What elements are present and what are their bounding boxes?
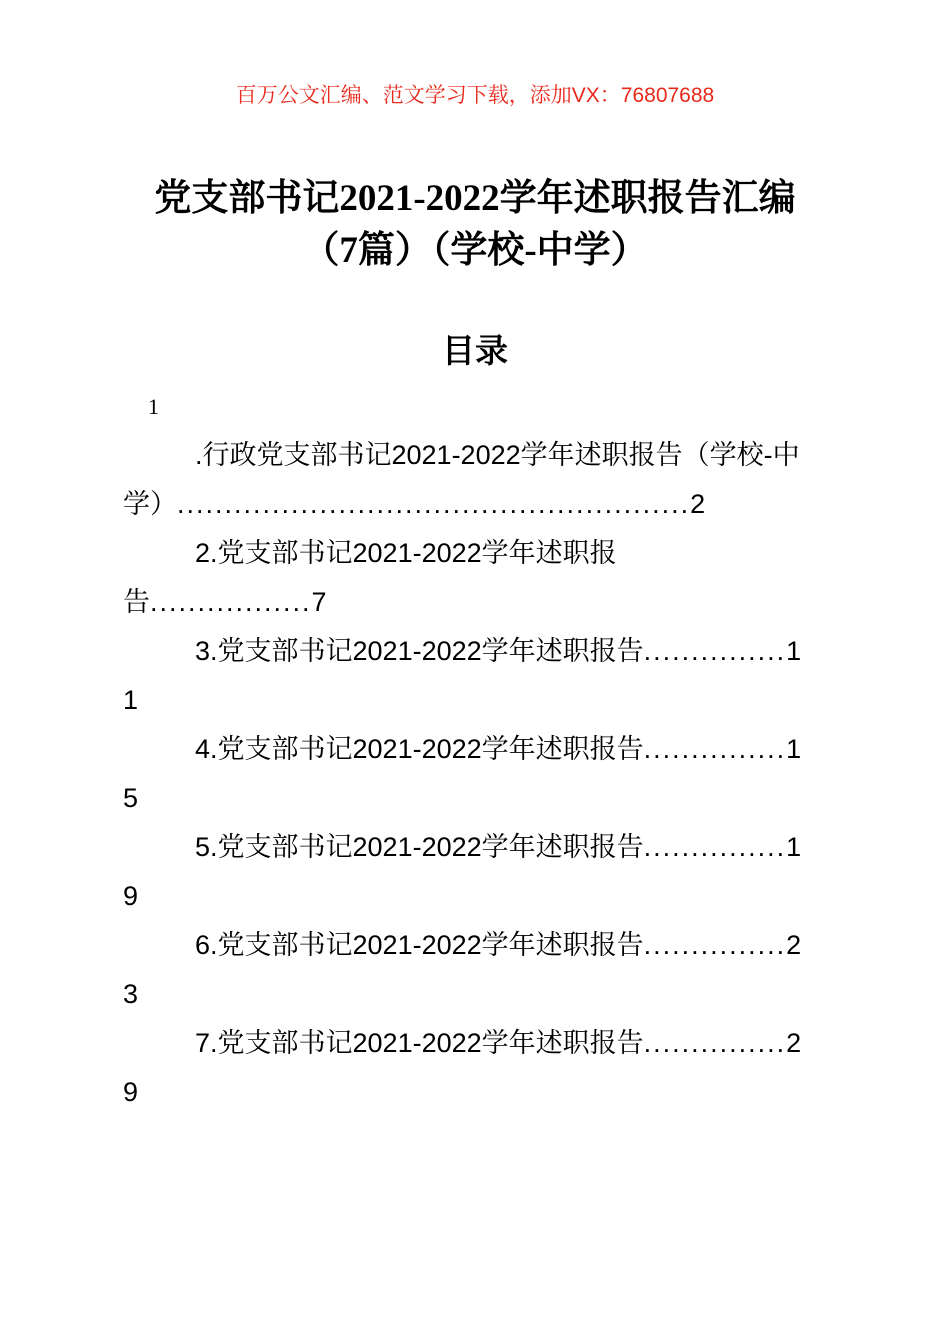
table-of-contents [123, 382, 805, 1117]
toc-entry-4[interactable] [123, 725, 805, 823]
toc-leader-dots: ............... [643, 734, 787, 764]
toc-leader-dots: ............... [643, 930, 787, 960]
toc-page-number: 29 [123, 1028, 802, 1107]
toc-leader-dots: ...................................................... [177, 489, 691, 519]
toc-entry-text: 2.党支部书记2021-2022学年述职报告 [123, 538, 617, 617]
toc-leader-dots: ............... [643, 1028, 787, 1058]
toc-leader-dots: ............... [643, 832, 787, 862]
toc-entry-text: .行政党支部书记2021-2022学年述职报告（学校-中学） [123, 440, 800, 519]
promo-banner-text: 百万公文汇编、范文学习下载，添加VX：76807688 [235, 84, 715, 107]
toc-page-number: 23 [123, 930, 802, 1009]
toc-page-number: 7 [311, 587, 327, 617]
toc-heading: 目录 [442, 334, 508, 370]
toc-page-number: 19 [123, 832, 802, 911]
toc-leader-dots: ............... [643, 636, 787, 666]
toc-entry-text: 7.党支部书记2021-2022学年述职报告 [195, 1028, 644, 1058]
toc-page-number: 11 [123, 636, 802, 715]
toc-entry-7[interactable] [123, 1019, 805, 1117]
toc-entry-1-orphan-number: 1 [148, 394, 159, 419]
document-title-line2: （7篇）（学校-中学） [302, 230, 648, 271]
toc-entry-text: 3.党支部书记2021-2022学年述职报告 [195, 636, 644, 666]
toc-page-number: 2 [690, 489, 706, 519]
toc-entry-text: 4.党支部书记2021-2022学年述职报告 [195, 734, 644, 764]
toc-entry-1[interactable] [123, 431, 805, 529]
toc-page-number: 15 [123, 734, 802, 813]
document-title-line1: 党支部书记2021-2022学年述职报告汇编 [154, 178, 796, 219]
toc-entry-text: 6.党支部书记2021-2022学年述职报告 [195, 930, 644, 960]
document-title [0, 173, 950, 277]
toc-entry-5[interactable] [123, 823, 805, 921]
toc-entry-2[interactable] [123, 529, 805, 627]
toc-entry-text: 5.党支部书记2021-2022学年述职报告 [195, 832, 644, 862]
toc-leader-dots: ................. [150, 587, 312, 617]
toc-entry-6[interactable] [123, 921, 805, 1019]
toc-entry-3[interactable] [123, 627, 805, 725]
